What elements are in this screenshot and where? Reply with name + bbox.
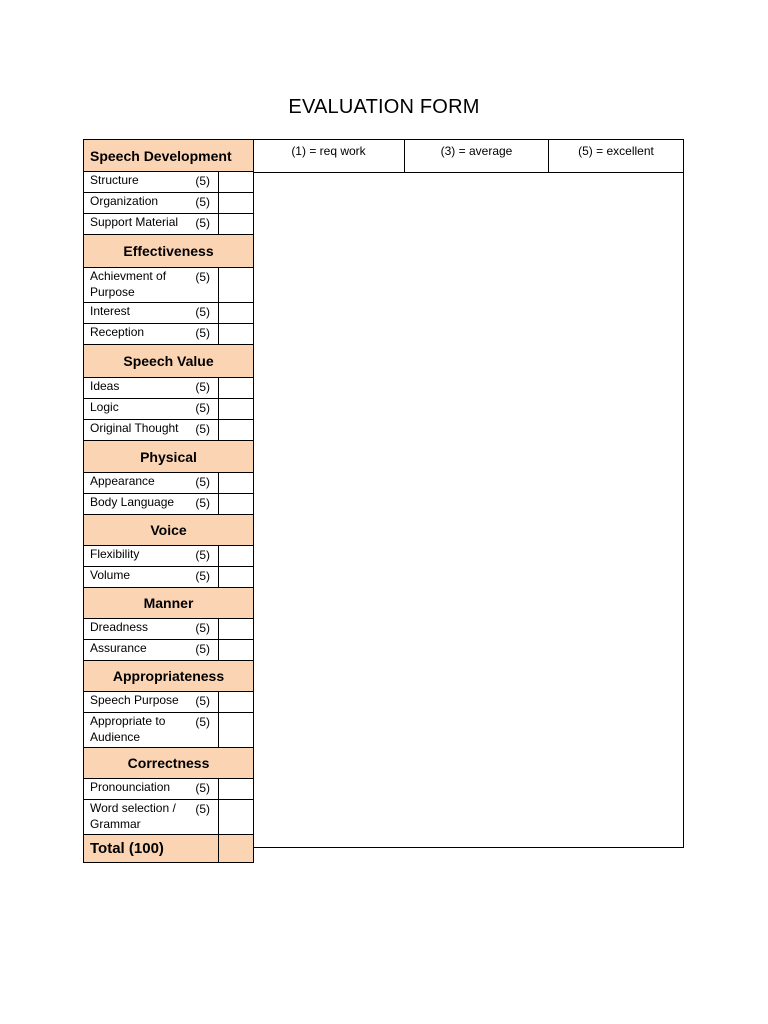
score-entry-box[interactable] (219, 214, 254, 235)
criterion-cell (84, 779, 219, 800)
section-heading: Appropriateness (84, 661, 254, 692)
criterion-cell (84, 399, 219, 420)
score-entry-box[interactable] (219, 640, 254, 661)
section-heading-row (84, 515, 254, 546)
total-score-box[interactable] (219, 835, 254, 863)
scale-average: (3) = average (404, 140, 548, 172)
section-heading: Physical (84, 441, 254, 473)
criterion-label: Support Material (90, 215, 179, 229)
criterion-label: Interest (90, 304, 131, 318)
criterion-cell (84, 494, 219, 515)
criterion-points: (5) (195, 270, 210, 284)
criterion-row (84, 303, 254, 324)
criterion-points: (5) (195, 569, 210, 583)
score-entry-box[interactable] (219, 420, 254, 441)
criterion-points: (5) (195, 380, 210, 394)
section-heading: Correctness (84, 748, 254, 779)
criterion-points: (5) (195, 195, 210, 209)
criterion-points: (5) (195, 475, 210, 489)
criterion-row (84, 268, 254, 303)
criterion-cell (84, 546, 219, 567)
criterion-points: (5) (195, 305, 210, 319)
criterion-cell (84, 473, 219, 494)
criterion-points: (5) (195, 326, 210, 340)
criterion-row (84, 692, 254, 713)
score-entry-box[interactable] (219, 692, 254, 713)
criterion-label: Word selection / Grammar (90, 801, 176, 831)
criterion-row (84, 172, 254, 193)
criterion-row (84, 399, 254, 420)
criterion-row (84, 640, 254, 661)
criterion-row (84, 494, 254, 515)
score-entry-box[interactable] (219, 378, 254, 399)
section-heading: Voice (84, 515, 254, 546)
rating-scale-header (253, 140, 683, 173)
criterion-cell (84, 420, 219, 441)
criterion-label: Reception (90, 325, 145, 339)
section-heading: Speech Value (84, 345, 254, 378)
score-entry-box[interactable] (219, 473, 254, 494)
score-entry-box[interactable] (219, 324, 254, 345)
criterion-cell (84, 303, 219, 324)
criterion-cell (84, 172, 219, 193)
section-heading: Effectiveness (84, 235, 254, 268)
criterion-label: Dreadness (90, 620, 149, 634)
criterion-points: (5) (195, 642, 210, 656)
criterion-cell (84, 640, 219, 661)
score-entry-box[interactable] (219, 172, 254, 193)
criterion-row (84, 378, 254, 399)
criterion-label: Organization (90, 194, 159, 208)
criterion-label: Achievment of Purpose (90, 269, 167, 299)
section-heading-row (84, 441, 254, 473)
criterion-row (84, 193, 254, 214)
criterion-cell (84, 324, 219, 345)
criterion-cell (84, 713, 219, 748)
form-title: EVALUATION FORM (288, 96, 480, 118)
criterion-cell (84, 800, 219, 835)
criteria-table (83, 139, 254, 863)
criterion-cell (84, 378, 219, 399)
score-entry-box[interactable] (219, 567, 254, 588)
criterion-label: Flexibility (90, 547, 140, 561)
section-heading: Manner (84, 588, 254, 619)
criterion-label: Structure (90, 173, 139, 187)
section-heading-row (84, 345, 254, 378)
criterion-label: Ideas (90, 379, 120, 393)
score-entry-box[interactable] (219, 619, 254, 640)
section-heading: Speech Development (84, 140, 254, 172)
criterion-points: (5) (195, 694, 210, 708)
criterion-row (84, 546, 254, 567)
score-entry-box[interactable] (219, 713, 254, 748)
score-entry-box[interactable] (219, 399, 254, 420)
criterion-label: Pronounciation (90, 780, 171, 794)
section-heading-row (84, 588, 254, 619)
criterion-cell (84, 214, 219, 235)
criterion-cell (84, 268, 219, 303)
criterion-cell (84, 692, 219, 713)
criteria-body (84, 140, 254, 863)
section-heading-row (84, 140, 254, 172)
criterion-points: (5) (195, 216, 210, 230)
criterion-row (84, 779, 254, 800)
total-row (84, 835, 254, 863)
criterion-label: Speech Purpose (90, 693, 179, 707)
criterion-points: (5) (195, 715, 210, 729)
criterion-row (84, 800, 254, 835)
criterion-row (84, 713, 254, 748)
section-heading-row (84, 661, 254, 692)
score-entry-box[interactable] (219, 546, 254, 567)
criterion-label: Original Thought (90, 421, 179, 435)
criterion-cell (84, 567, 219, 588)
criterion-label: Logic (90, 400, 119, 414)
criterion-points: (5) (195, 621, 210, 635)
criterion-points: (5) (195, 496, 210, 510)
scale-req-work: (1) = req work (291, 144, 366, 158)
criterion-label: Appropriate to Audience (90, 714, 166, 744)
criterion-cell (84, 619, 219, 640)
criterion-cell (84, 193, 219, 214)
criterion-points: (5) (195, 422, 210, 436)
criterion-row (84, 567, 254, 588)
criterion-label: Appearance (90, 474, 155, 488)
rating-scale-panel (253, 139, 684, 848)
section-heading-row (84, 235, 254, 268)
score-entry-box[interactable] (219, 779, 254, 800)
criterion-label: Assurance (90, 641, 147, 655)
criterion-row (84, 324, 254, 345)
total-label: Total (100) (84, 835, 219, 863)
criterion-row (84, 214, 254, 235)
criterion-row (84, 420, 254, 441)
score-entry-box[interactable] (219, 494, 254, 515)
score-entry-box[interactable] (219, 800, 254, 835)
criterion-label: Volume (90, 568, 131, 582)
criterion-points: (5) (195, 802, 210, 816)
criterion-points: (5) (195, 781, 210, 795)
section-heading-row (84, 748, 254, 779)
criterion-points: (5) (195, 401, 210, 415)
scale-excellent: (5) = excellent (548, 140, 683, 172)
score-entry-box[interactable] (219, 303, 254, 324)
score-entry-box[interactable] (219, 268, 254, 303)
criterion-points: (5) (195, 548, 210, 562)
score-entry-box[interactable] (219, 193, 254, 214)
criterion-points: (5) (195, 174, 210, 188)
criterion-row (84, 619, 254, 640)
criterion-row (84, 473, 254, 494)
criterion-label: Body Language (90, 495, 175, 509)
